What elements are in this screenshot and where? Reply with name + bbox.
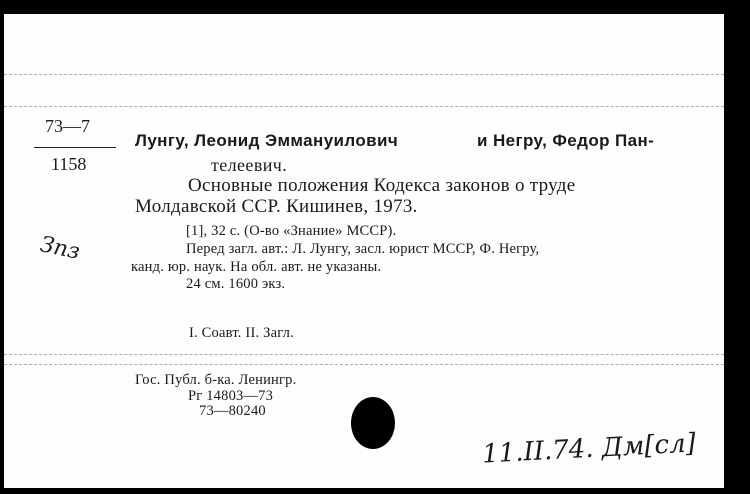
details-authors-note: Перед загл. авт.: Л. Лунгу, засл. юрист МССР, Ф. Негру, xyxy=(186,241,540,257)
call-number-divider xyxy=(34,147,116,148)
library-register-number: Рг 14803—73 xyxy=(188,388,274,404)
handwritten-mark: Зпз xyxy=(37,232,83,265)
library-name: Гос. Публ. б-ка. Ленингр. xyxy=(135,372,297,388)
call-number-top: 73—7 xyxy=(45,116,90,136)
call-number-bottom: 1158 xyxy=(51,154,87,174)
card-rule xyxy=(4,106,724,107)
details-size-print: 24 см. 1600 экз. xyxy=(186,276,286,292)
catalog-card xyxy=(4,14,724,488)
details-authors-note-cont: канд. юр. наук. На обл. авт. не указаны. xyxy=(131,259,382,275)
heading-author: Лунгу, Леонид Эммануилович xyxy=(135,131,399,150)
handwritten-note: 11.II.74. Дм[cл] xyxy=(481,428,697,470)
title-line-2: Молдавской ССР. Кишинев, 1973. xyxy=(135,196,418,217)
card-rule xyxy=(4,364,724,365)
tracings: I. Соавт. II. Загл. xyxy=(189,325,294,341)
card-rule xyxy=(4,354,724,355)
library-card-number: 73—80240 xyxy=(199,403,266,419)
punch-hole xyxy=(351,397,395,449)
card-edge-shadow xyxy=(724,0,750,494)
heading-continuation: телеевич. xyxy=(211,155,288,175)
details-pagination: [1], 32 с. (О-во «Знание» МССР). xyxy=(186,223,397,239)
heading-coauthor: и Негру, Федор Пан- xyxy=(477,131,655,150)
card-rule xyxy=(4,74,724,75)
title-line-1: Основные положения Кодекса законов о труде xyxy=(188,175,576,196)
